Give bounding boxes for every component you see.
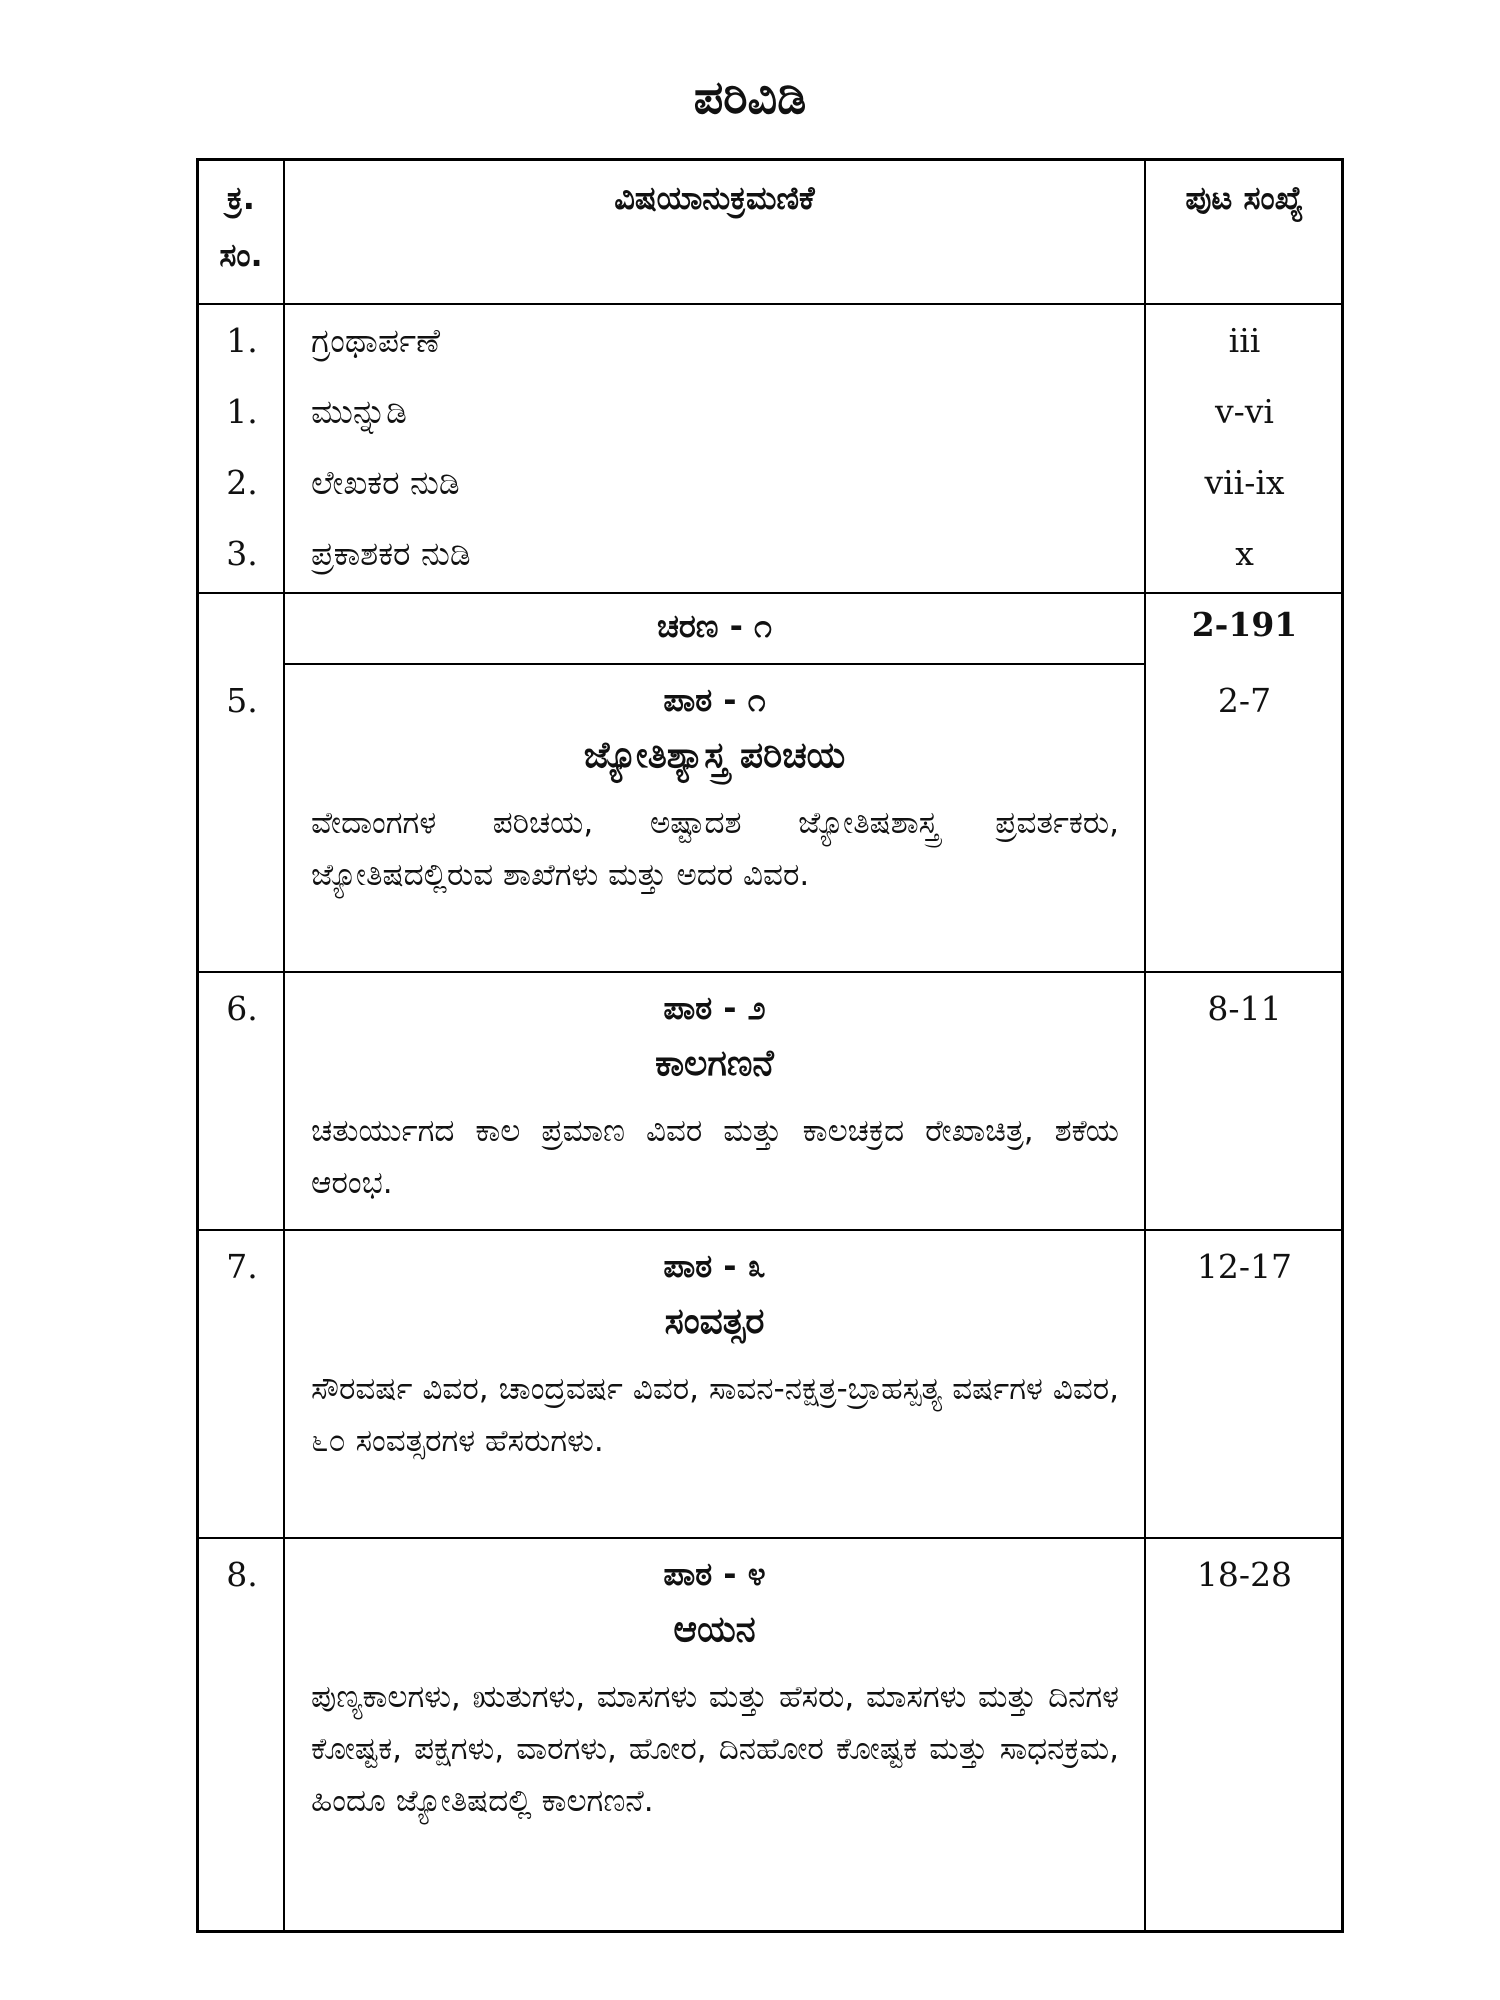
lesson-pages: 8-11 [1207,989,1282,1028]
header-sn [199,179,283,275]
header-page: ಪುಟ ಸಂಖ್ಯೆ [1185,179,1304,217]
header-sn-line1: ಕ್ರ. [227,179,255,217]
row-sn: 1. [226,321,258,360]
lesson-number: ಪಾಠ - ೧ [663,681,766,719]
header-sn-line2: ಸಂ. [219,236,263,274]
lesson-divider [199,971,1341,973]
lesson-description: ಚತುರ್ಯುಗದ ಕಾಲ ಪ್ರಮಾಣ ವಿವರ ಮತ್ತು ಕಾಲಚಕ್ರದ ರೇಖಾಚಿತ್ರ, ಶಕೆಯ ಆರಂಭ. [311,1113,1119,1201]
row-page: vii-ix [1204,463,1285,502]
row-title: ಗ್ರಂಥಾರ್ಪಣೆ [311,321,441,360]
row-page: x [1235,534,1254,573]
page-title: ಪರಿವಿಡಿ [693,70,807,124]
row-page: v-vi [1215,392,1274,431]
lesson-divider [199,1229,1341,1231]
row-page: iii [1228,321,1261,360]
section-pages: 2-191 [1191,605,1298,644]
row-sn: 2. [226,463,258,502]
row-title: ಮುನ್ನುಡಿ [311,392,407,431]
row-sn: 3. [226,534,258,573]
section-divider [283,663,1144,665]
header-topic: ವಿಷಯಾನುಕ್ರಮಣಿಕೆ [614,179,815,217]
lesson-description: ವೇದಾಂಗಗಳ ಪರಿಚಯ, ಅಷ್ಟಾದಶ ಜ್ಯೋತಿಷಶಾಸ್ತ್ರ ಪ್ರವರ್ತಕರು, ಜ್ಯೋತಿಷದಲ್ಲಿರುವ ಶಾಖೆಗಳು ಮತ್ತು ಅದರ ವಿವರ. [311,805,1119,893]
row-title: ಪ್ರಕಾಶಕರ ನುಡಿ [311,534,471,573]
lesson-pages: 12-17 [1196,1247,1293,1286]
lesson-title: ಆಯನ [673,1609,756,1650]
lesson-sn: 7. [226,1247,258,1286]
lesson-number: ಪಾಠ - ೨ [663,989,766,1027]
lesson-pages: 18-28 [1196,1555,1293,1594]
section-title: ಚರಣ - ೧ [657,607,772,645]
lesson-pages: 2-7 [1217,681,1272,720]
lesson-number: ಪಾಠ - ೩ [663,1247,766,1285]
toc-table [196,158,1344,1933]
lesson-sn: 5. [226,681,258,720]
lesson-number: ಪಾಠ - ೪ [663,1555,766,1593]
lesson-title: ಜ್ಯೋತಿಶ್ಯಾಸ್ತ್ರ ಪರಿಚಯ [583,735,846,776]
lesson-sn: 6. [226,989,258,1028]
lesson-divider [199,1537,1341,1539]
lesson-description: ಸೌರವರ್ಷ ವಿವರ, ಚಾಂದ್ರವರ್ಷ ವಿವರ, ಸಾವನ-ನಕ್ಷತ್ರ-ಬ್ರಾಹಸ್ಪತ್ಯ ವರ್ಷಗಳ ವಿವರ, ೬೦ ಸಂವತ್ಸರಗಳ ಹೆಸರುಗಳು. [311,1371,1119,1459]
row-title: ಲೇಖಕರ ನುಡಿ [311,463,460,502]
front-matter-divider [199,592,1341,594]
lesson-title: ಸಂವತ್ಸರ [664,1301,765,1342]
lesson-title: ಕಾಲಗಣನೆ [655,1043,774,1084]
lesson-description: ಪುಣ್ಯಕಾಲಗಳು, ಋತುಗಳು, ಮಾಸಗಳು ಮತ್ತು ಹೆಸರು, ಮಾಸಗಳು ಮತ್ತು ದಿನಗಳ ಕೋಷ್ಟಕ, ಪಕ್ಷಗಳು, ವಾರಗಳು, ಹೋರ, ದಿನಹೋರ ಕೋಷ್ಟಕ ಮತ್ತು ಸಾಧನಕ್ರಮ, ಹಿಂದೂ ಜ್ಯೋತಿಷದಲ್ಲಿ ಕಾಲಗಣನೆ. [311,1679,1119,1819]
header-divider [199,303,1341,305]
lesson-sn: 8. [226,1555,258,1594]
row-sn: 1. [226,392,258,431]
